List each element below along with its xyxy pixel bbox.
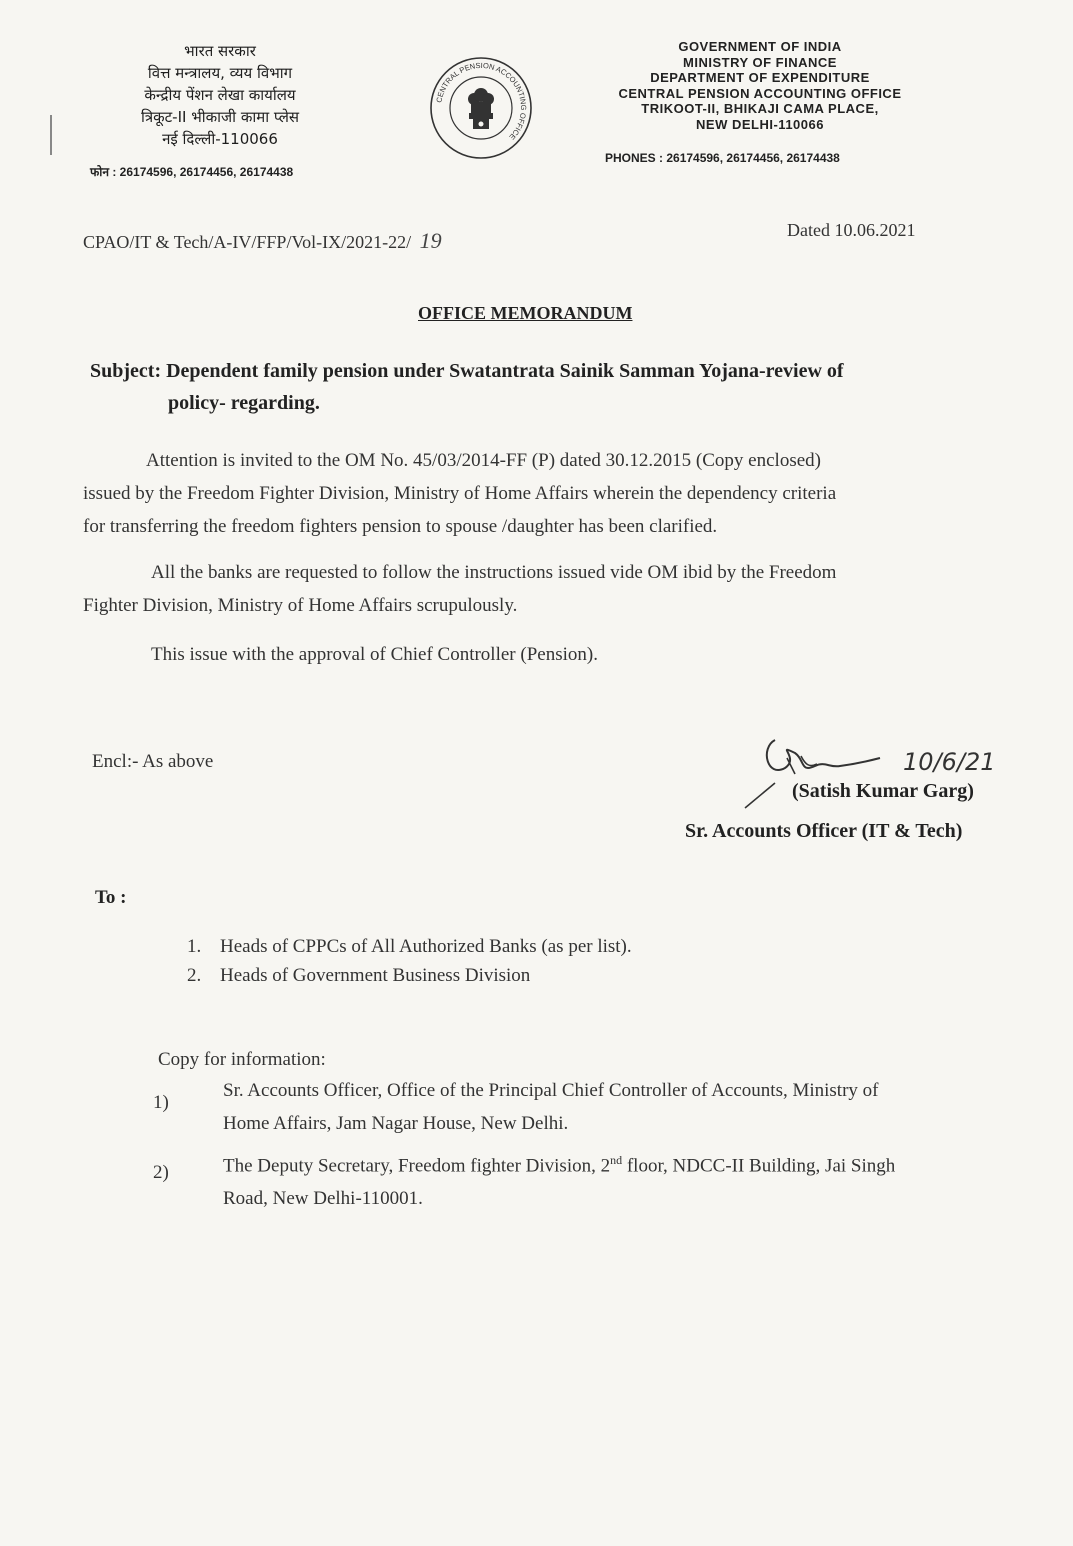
header-english-phone: PHONES : 26174596, 26174456, 26174438 — [605, 151, 840, 165]
list-item-number: 2) — [153, 1162, 169, 1183]
handwritten-number: 19 — [419, 228, 442, 253]
header-hindi-line: केन्द्रीय पेंशन लेखा कार्यालय — [144, 86, 296, 104]
handwritten-signature-icon — [705, 728, 885, 818]
signatory-designation: Sr. Accounts Officer (IT & Tech) — [685, 820, 963, 842]
header-english-line: DEPARTMENT OF EXPENDITURE — [650, 70, 870, 85]
subject-line: Subject: Dependent family pension under Swatantrata Sainik Samman Yojana-review of — [90, 360, 844, 382]
header-hindi-line: भारत सरकार — [184, 42, 256, 60]
seal-ring-textpath: CENTRAL PENSION ACCOUNTING OFFICE — [434, 60, 529, 142]
list-item-line: Sr. Accounts Officer, Office of the Principal Chief Controller of Accounts, Ministry of — [223, 1080, 879, 1101]
subject-line: policy- regarding. — [168, 392, 320, 414]
list-item-text: Heads of Government Business Division — [220, 965, 531, 986]
subject — [90, 355, 970, 419]
paragraph-line: Fighter Division, Ministry of Home Affairs scrupulously. — [83, 595, 518, 616]
list-item-line: Road, New Delhi-110001. — [223, 1188, 423, 1210]
scan-edge-mark — [50, 115, 52, 155]
seal-graphic — [425, 55, 537, 161]
header-hindi-line: वित्त मन्त्रालय, व्यय विभाग — [147, 64, 293, 82]
signatory-name: (Satish Kumar Garg) — [792, 780, 974, 802]
national-emblem-icon — [468, 88, 494, 129]
list-item-number: 2. — [187, 965, 202, 986]
list-item-line — [223, 1144, 1013, 1182]
paragraph-1 — [83, 444, 1003, 543]
copy-label: Copy for information: — [158, 1049, 326, 1070]
paragraph-line: issued by the Freedom Fighter Division, Ministry of Home Affairs wherein the dependency criteria — [83, 483, 837, 504]
list-item — [153, 1144, 1013, 1215]
reference-text: CPAO/IT & Tech/A-IV/FFP/Vol-IX/2021-22/ — [83, 232, 412, 252]
header-hindi-line: त्रिकूट-II भीकाजी कामा प्लेस — [140, 108, 300, 126]
list-item-line: Home Affairs, Jam Nagar House, New Delhi. — [223, 1113, 569, 1134]
header-english-line: GOVERNMENT OF INDIA — [678, 39, 842, 54]
list-item-number: 1. — [187, 936, 202, 957]
header-english-line: CENTRAL PENSION ACCOUNTING OFFICE — [618, 85, 902, 101]
superscript: nd — [610, 1153, 623, 1167]
header-english — [575, 39, 945, 132]
reference-number — [83, 228, 442, 254]
copy-list — [153, 1074, 1013, 1215]
paragraph-2 — [83, 556, 1003, 622]
page-title: OFFICE MEMORANDUM — [418, 303, 633, 323]
list-item-number: 1) — [153, 1092, 169, 1113]
list-item-text: Heads of CPPCs of All Authorized Banks (as per list). — [220, 936, 632, 957]
paragraph-3: This issue with the approval of Chief Controller (Pension). — [151, 644, 598, 665]
header-hindi-phone: फोन : 26174596, 26174456, 26174438 — [90, 165, 294, 179]
memo-date: Dated 10.06.2021 — [787, 220, 916, 240]
list-item — [187, 959, 887, 992]
paragraph-line: All the banks are requested to follow the instructions issued vide OM ibid by the Freedom — [151, 562, 837, 583]
signature-date: 10/6/21 — [903, 748, 996, 776]
list-item-text: The Deputy Secretary, Freedom fighter Division, 2 — [223, 1155, 611, 1177]
header-english-line: NEW DELHI-110066 — [696, 116, 824, 132]
header-hindi — [70, 40, 370, 150]
list-item-text: floor, NDCC-II Building, Jai Singh — [622, 1155, 896, 1177]
header-english-line: TRIKOOT-II, BHIKAJI CAMA PLACE, — [641, 101, 879, 116]
paragraph-line: for transferring the freedom fighters pension to spouse /daughter has been clarified. — [83, 516, 718, 537]
to-list — [187, 930, 887, 992]
header-english-line: MINISTRY OF FINANCE — [683, 54, 837, 70]
paragraph-line: Attention is invited to the OM No. 45/03/2014-FF (P) dated 30.12.2015 (Copy enclosed) — [146, 450, 821, 471]
list-item — [153, 1074, 1013, 1140]
enclosure-note: Encl:- As above — [92, 751, 214, 772]
office-seal — [425, 55, 537, 161]
header-hindi-line: नई दिल्ली-110066 — [162, 130, 278, 148]
to-label: To : — [95, 887, 127, 908]
